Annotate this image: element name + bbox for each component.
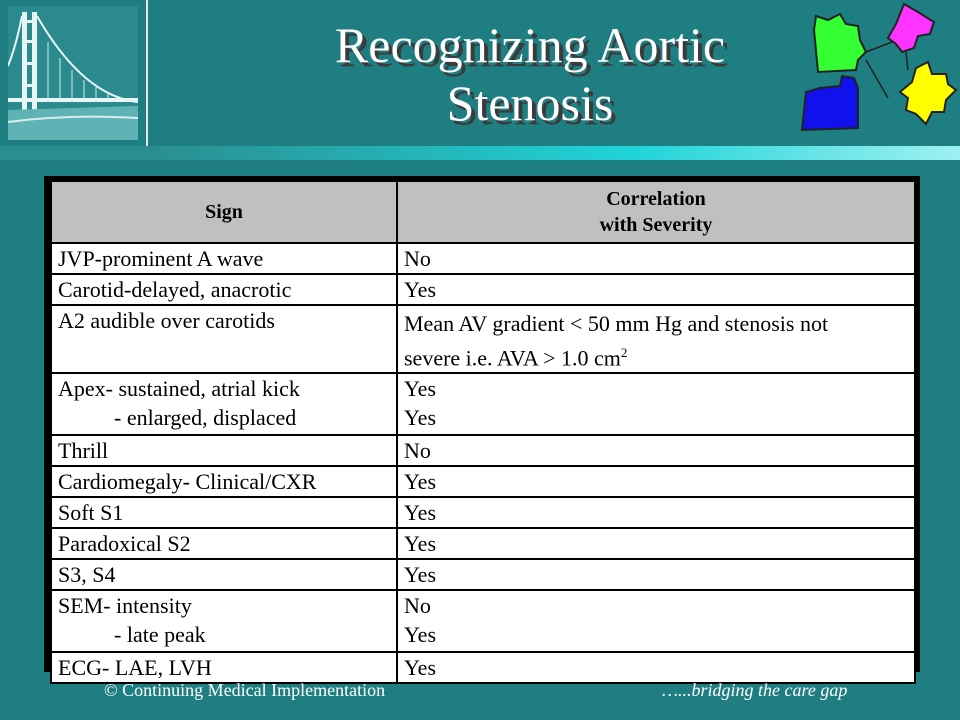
correlation-cell: Mean AV gradient < 50 mm Hg and stenosis not severe i.e. AVA > 1.0 $cm^2$: [397, 305, 915, 373]
table-row: [51, 590, 915, 652]
golden-gate-bridge-icon: [8, 6, 138, 140]
correlation-cell: No: [397, 435, 915, 466]
table-row: [51, 274, 915, 305]
slide-title: Recognizing Aortic Stenosis: [334, 17, 726, 131]
table-row: [51, 466, 915, 497]
table-row: [51, 528, 915, 559]
sign-cell: A2 audible over carotids: [51, 305, 397, 373]
table-row: [51, 373, 915, 435]
correlation-cell: Yes: [397, 497, 915, 528]
table-header-row: [51, 181, 915, 243]
sign-cell: S3, S4: [51, 559, 397, 590]
sign-cell: SEM- intensity - late peak: [51, 590, 397, 652]
sign-cell: JVP-prominent A wave: [51, 243, 397, 274]
sign-cell: Paradoxical S2: [51, 528, 397, 559]
sign-cell: Soft S1: [51, 497, 397, 528]
correlation-cell: No: [397, 243, 915, 274]
sign-cell: Thrill: [51, 435, 397, 466]
sign-cell: Carotid-delayed, anacrotic: [51, 274, 397, 305]
header-bar-left: [0, 146, 146, 160]
table-row: [51, 497, 915, 528]
correlation-cell: Yes Yes: [397, 373, 915, 435]
footer-copyright: © Continuing Medical Implementation: [104, 680, 386, 700]
correlation-cell: Yes: [397, 559, 915, 590]
correlation-cell: No Yes: [397, 590, 915, 652]
table-row: [51, 305, 915, 373]
sign-cell: ECG- LAE, LVH: [51, 652, 397, 683]
correlation-cell: Yes: [397, 274, 915, 305]
bridge-logo: [0, 0, 148, 146]
puzzle-pieces-icon: [796, 0, 960, 140]
correlation-cell: Yes: [397, 466, 915, 497]
table-row: [51, 243, 915, 274]
table-row: [51, 559, 915, 590]
sign-cell: Apex- sustained, atrial kick - enlarged, displaced: [51, 373, 397, 435]
sign-cell: Cardiomegaly- Clinical/CXR: [51, 466, 397, 497]
correlation-cell: Yes: [397, 528, 915, 559]
severity-table-frame: [44, 176, 920, 681]
correlation-cell: Yes: [397, 652, 915, 683]
table-row: [51, 652, 915, 683]
footer-tagline: …...bridging the care gap: [662, 680, 848, 700]
header-bar: [146, 146, 960, 160]
severity-table: [50, 180, 916, 684]
header-correlation: Correlation with Severity: [397, 181, 915, 243]
table-row: [51, 435, 915, 466]
header-sign: Sign: [51, 181, 397, 243]
